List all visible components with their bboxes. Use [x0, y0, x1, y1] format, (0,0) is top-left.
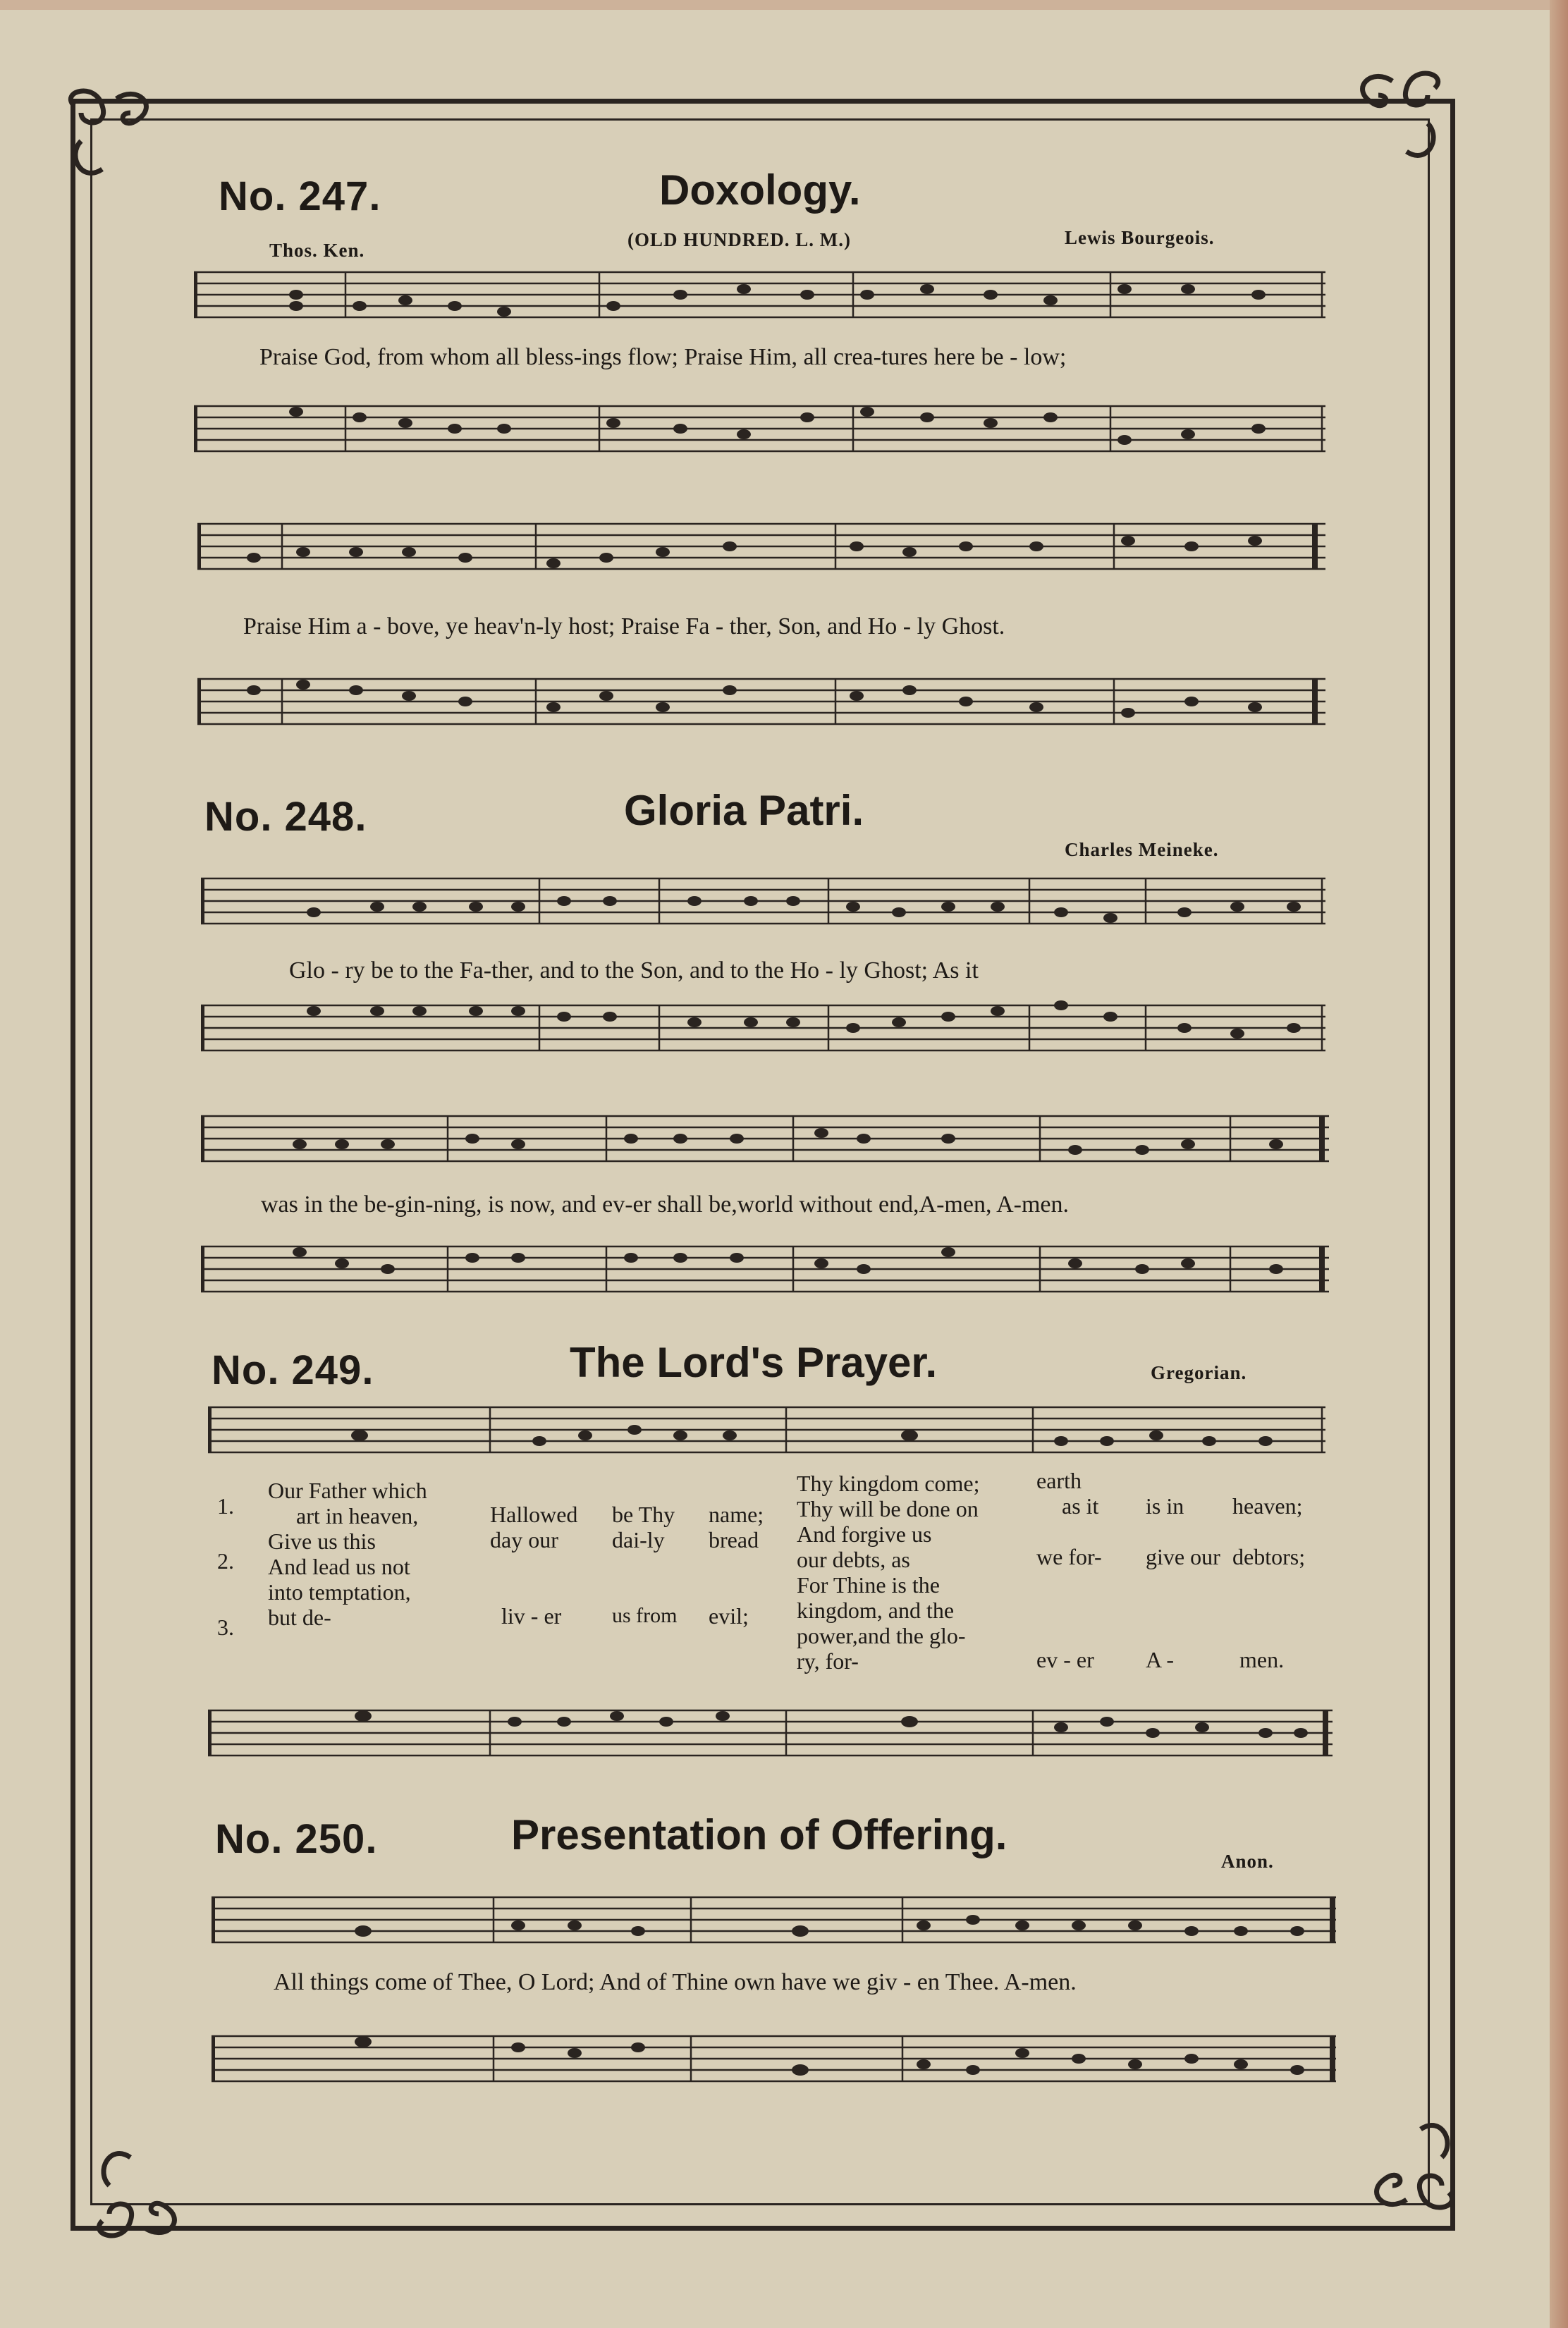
hymn-title: Presentation of Offering.: [511, 1811, 1007, 1858]
corner-ornament-bottom-left: [81, 2129, 201, 2249]
chant-col-1: Our Father which art in heaven, Give us this And lead us not into temptation, but de-: [268, 1478, 427, 1630]
hymn-title: The Lord's Prayer.: [570, 1339, 938, 1386]
bass-staff: [197, 673, 1325, 730]
treble-staff: [212, 1892, 1336, 1948]
bass-staff: [201, 1000, 1325, 1056]
hymn-number: No. 248.: [204, 794, 367, 840]
author-credit: Thos. Ken.: [269, 240, 365, 261]
chant-col-7: is in give our A -: [1146, 1493, 1220, 1672]
composer-credit: Gregorian.: [1151, 1362, 1247, 1383]
treble-staff: [194, 267, 1325, 323]
lyric-line: Glo - ry be to the Fa-ther, and to the Son, and to the Ho - ly Ghost; As it: [289, 957, 979, 984]
treble-staff: [201, 873, 1325, 929]
bass-staff: [212, 2030, 1336, 2087]
tune-credit: (OLD HUNDRED. L. M.): [627, 229, 851, 250]
verse-number: 3.: [217, 1615, 234, 1640]
lyric-line: was in the be-gin-ning, is now, and ev-er shall be,world without end,A-men, A-men.: [261, 1191, 1069, 1218]
chant-col-5: Thy kingdom come; Thy will be done on And forgive us our debts, as For Thine is the kingdom, and the power,and the glo- ry, for-: [797, 1471, 980, 1674]
corner-ornament-bottom-right: [1350, 2101, 1470, 2221]
verse-number: 2.: [217, 1548, 234, 1574]
chant-col-4: name; bread evil;: [709, 1502, 764, 1629]
hymn-title: Gloria Patri.: [624, 787, 864, 834]
hymn-number: No. 247.: [219, 173, 381, 219]
hymn-number: No. 249.: [212, 1347, 374, 1393]
bass-staff: [194, 400, 1325, 457]
chant-bass-staff: [208, 1705, 1333, 1761]
lyric-line: Praise God, from whom all bless-ings flow; Praise Him, all crea-tures here be - low;: [259, 344, 1067, 370]
treble-staff: [197, 518, 1325, 575]
page-side-edge: [1550, 0, 1568, 2328]
lyric-line: Praise Him a - bove, ye heav'n-ly host; Praise Fa - ther, Son, and Ho - ly Ghost.: [243, 613, 1005, 639]
verse-number: 1.: [217, 1493, 234, 1519]
chant-col-3: be Thy dai-ly us from: [612, 1502, 678, 1627]
treble-staff: [201, 1110, 1329, 1167]
composer-credit: Charles Meineke.: [1065, 839, 1219, 860]
bass-staff: [201, 1241, 1329, 1297]
chant-treble-staff: [208, 1402, 1325, 1458]
corner-ornament-top-right: [1336, 60, 1456, 180]
corner-ornament-top-left: [53, 78, 173, 197]
chant-col-6: earth as it we for- ev - er: [1036, 1468, 1102, 1672]
chant-col-2: Hallowed day our liv - er: [490, 1502, 578, 1629]
composer-credit: Lewis Bourgeois.: [1065, 227, 1215, 248]
hymn-number: No. 250.: [215, 1816, 378, 1862]
hymn-title: Doxology.: [659, 166, 861, 214]
chant-col-8: heaven; debtors; men.: [1232, 1493, 1306, 1672]
page-top-edge: [0, 0, 1568, 10]
composer-credit: Anon.: [1221, 1851, 1274, 1872]
lyric-line: All things come of Thee, O Lord; And of Thine own have we giv - en Thee. A-men.: [274, 1969, 1077, 1995]
